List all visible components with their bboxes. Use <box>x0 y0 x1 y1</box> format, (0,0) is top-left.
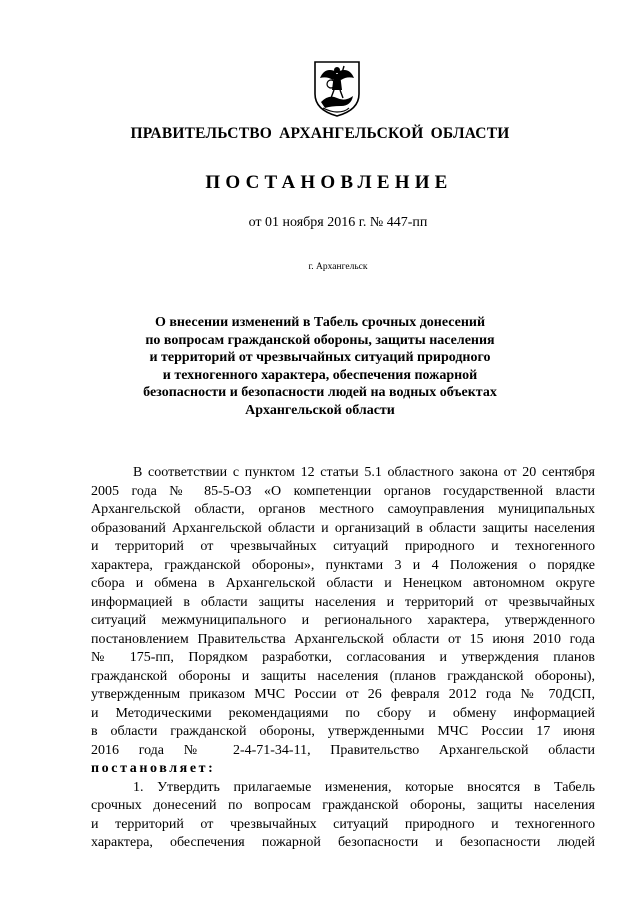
document-type-title: ПОСТАНОВЛЕНИЕ <box>205 172 453 193</box>
body-line: характера, гражданской обороны», пунктами 3 и 4 Положения о порядке <box>91 557 595 573</box>
subject-line: безопасности и безопасности людей на водных объектах <box>143 385 497 400</box>
coat-of-arms-icon <box>311 58 363 118</box>
item-line: 1. Утвердить прилагаемые изменения, которые вносятся в Табель <box>133 779 595 795</box>
resolves-line <box>91 760 595 779</box>
document-city: г. Архангельск <box>308 262 368 272</box>
item-line: срочных донесений по вопросам гражданской обороны, защиты населения <box>91 798 595 813</box>
subject-line: и техногенного характера, обеспечения пожарной <box>162 367 478 383</box>
document-date-number: от 01 ноября 2016 г. № 447-пп <box>248 215 428 230</box>
body-line: № 175-пп, Порядком разработки, согласования и утверждения планов <box>91 650 595 665</box>
item-line: характера, обеспечения пожарной безопасности и безопасности людей <box>91 835 595 850</box>
subject-line: по вопросам гражданской обороны, защиты населения <box>145 332 495 348</box>
subject-line: и территорий от чрезвычайных ситуаций природного <box>149 350 491 365</box>
document-body <box>91 464 595 853</box>
body-line: гражданской обороны и защиты населения (планов гражданской обороны), <box>91 668 595 684</box>
body-line: постановлением Правительства Архангельской области от 15 июня 2010 года <box>91 631 595 647</box>
body-line: утвержденным приказом МЧС России от 26 февраля 2012 года № 70ДСП, <box>91 687 595 702</box>
body-line: информацией в области защиты населения и территорий от чрезвычайных <box>91 594 595 610</box>
body-line: в области гражданской обороны, утвержденными МЧС России 17 июня <box>91 724 595 739</box>
government-title: ПРАВИТЕЛЬСТВО АРХАНГЕЛЬСКОЙ ОБЛАСТИ <box>130 125 510 142</box>
body-line: и территорий от чрезвычайных ситуаций природного и техногенного <box>91 539 595 554</box>
document-subject <box>120 314 520 419</box>
body-line: ситуаций межмуниципального и регионального характера, утвержденного <box>91 613 595 628</box>
body-line: сбора и обмена в Архангельской области и Ненецком автономном округе <box>91 576 595 591</box>
body-line: 2005 года № 85-5-ОЗ «О компетенции органов государственной власти <box>91 483 595 499</box>
item-line: и территорий от чрезвычайных ситуаций природного и техногенного <box>91 816 595 832</box>
body-line: образований Архангельской области и организаций в области защиты населения <box>91 520 595 536</box>
body-line: и Методическими рекомендациями по сбору и обмену информацией <box>91 705 595 721</box>
body-line: 2016 года № 2-4-71-34-11, Правительство Архангельской области <box>91 742 595 758</box>
subject-line: Архангельской области <box>245 402 395 418</box>
resolves-word: постановляет <box>91 761 209 776</box>
resolves-colon: : <box>208 761 213 776</box>
body-line: Архангельской области, органов местного самоуправления муниципальных <box>91 502 595 517</box>
subject-line: О внесении изменений в Табель срочных донесений <box>154 315 486 330</box>
body-line: В соответствии с пунктом 12 статьи 5.1 областного закона от 20 сентября <box>133 465 595 480</box>
